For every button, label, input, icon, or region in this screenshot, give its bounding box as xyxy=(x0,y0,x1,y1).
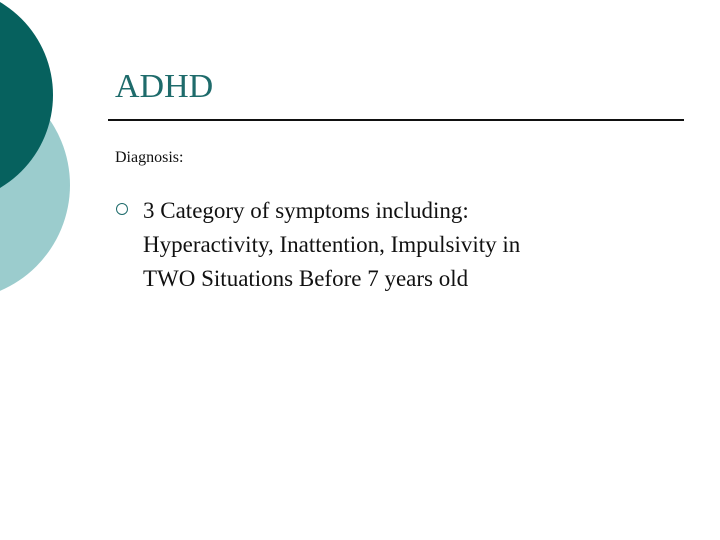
bullet-item xyxy=(116,194,676,296)
hollow-circle-bullet-icon xyxy=(116,203,128,215)
bullet-line: Hyperactivity, Inattention, Impulsivity in xyxy=(143,232,521,257)
bullet-line: 3 Category of symptoms including: xyxy=(143,198,469,223)
title-underline xyxy=(108,119,684,121)
slide-title: ADHD xyxy=(115,68,214,105)
bullet-line: TWO Situations Before 7 years old xyxy=(143,266,469,291)
decorative-circles-graphic xyxy=(0,0,80,300)
bullet-list xyxy=(116,194,676,296)
slide-subtitle: Diagnosis: xyxy=(115,149,184,166)
